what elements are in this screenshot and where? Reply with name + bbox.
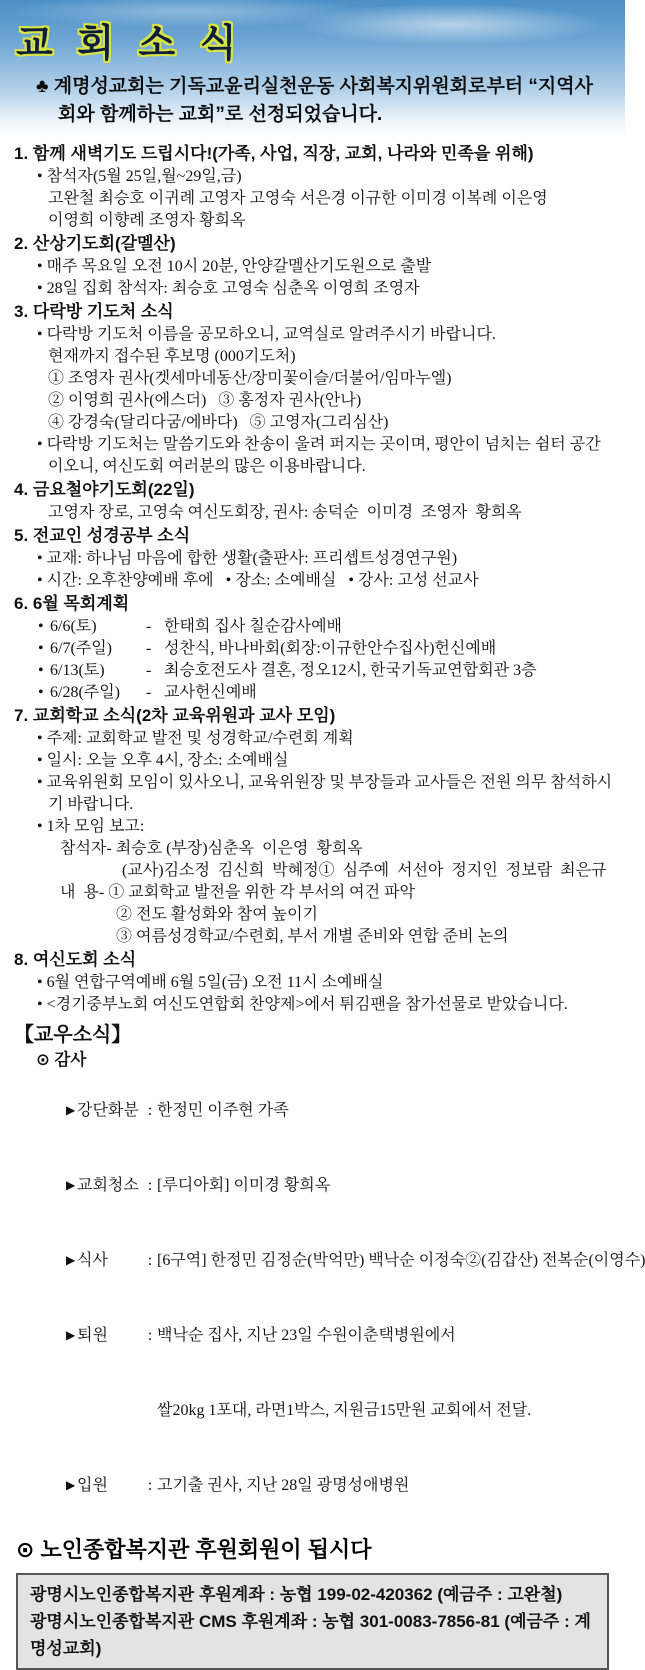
- schedule-desc: 최승호전도사 결혼, 정오12시, 한국기독교연합회관 3층: [164, 662, 537, 679]
- section-dawn-prayer: [14, 142, 613, 232]
- dash-separator: -: [146, 684, 152, 701]
- news-line: • 시간: 오후찬양예배 후에 • 장소: 소예배실 • 강사: 고성 선교사: [37, 572, 479, 589]
- schedule-row: [14, 660, 613, 682]
- member-news: [14, 1022, 645, 1523]
- schedule-desc: 교사헌신예배: [164, 684, 257, 701]
- item-label: 입원: [77, 1477, 108, 1494]
- section-title: 3. 다락방 기도처 소식: [14, 302, 174, 321]
- news-line: ③ 여름성경학교/수련회, 부서 개별 준비와 연합 준비 논의: [116, 928, 509, 945]
- news-line: 고영자 장로, 고영숙 여신도회장, 권사: 송덕순 이미경 조영자 황희옥: [48, 504, 522, 521]
- page-title: 교 회 소 식: [16, 23, 244, 65]
- news-line: ② 전도 활성화와 참여 높이기: [116, 906, 319, 923]
- section-title: 6. 6월 목회계획: [14, 594, 130, 613]
- item-value: 고기출 권사, 지난 28일 광명성애병원: [157, 1477, 410, 1494]
- dash-separator: -: [146, 618, 152, 635]
- schedule-row: [14, 616, 613, 638]
- member-news-item: [14, 1298, 613, 1373]
- news-line: • 28일 집회 참석자: 최승호 고영숙 심춘옥 이영희 조영자: [37, 280, 420, 297]
- section-mountain-prayer: [14, 232, 613, 300]
- member-news-heading: 【교우소식】: [14, 1024, 132, 1046]
- item-value: 한정민 이주현 가족: [157, 1102, 289, 1119]
- arrow-icon: ▶: [66, 1328, 76, 1342]
- schedule-desc: 성찬식, 바나바회(회장:이규한안수집사)헌신예배: [164, 640, 497, 657]
- dash-separator: -: [146, 640, 152, 657]
- thanks-subheading: ⊙ 감사: [36, 1051, 87, 1069]
- schedule-row: [14, 638, 613, 660]
- section-title: 8. 여신도회 소식: [14, 950, 137, 969]
- section-title: 7. 교회학교 소식(2차 교육위원과 교사 모임): [14, 706, 336, 725]
- news-line: ④ 강경숙(달리다굼/에바다) ⑤ 고영자(그리심산): [48, 414, 389, 431]
- item-value: 쌀20kg 1포대, 라면1박스, 지원금15만원 교회에서 전달.: [157, 1402, 532, 1419]
- news-line: • 참석자(5월 25일,월~29일,금): [37, 168, 242, 185]
- news-line: 참석자- 최승호 (부장)심춘옥 이은영 황희옥: [60, 840, 363, 857]
- news-line: • 주제: 교회학교 발전 및 성경학교/수련회 계획: [37, 730, 354, 747]
- colon-separator: :: [147, 1252, 153, 1269]
- item-label: 퇴원: [77, 1327, 108, 1344]
- bullet-icon: •: [38, 640, 44, 657]
- news-line: • 다락방 기도처 이름을 공모하오니, 교역실로 알려주시기 바랍니다.: [37, 326, 496, 343]
- section-title: 2. 산상기도회(갈멜산): [14, 234, 176, 253]
- member-news-item: [14, 1073, 613, 1148]
- news-line: • 일시: 오늘 오후 4시, 장소: 소예배실: [37, 752, 289, 769]
- item-label: 강단화분: [77, 1102, 139, 1119]
- news-line: 현재까지 접수된 후보명 (000기도처): [48, 348, 296, 365]
- item-value: [루디아회] 이미경 황희옥: [157, 1177, 331, 1194]
- cms-account-line: 광명시노인종합복지관 CMS 후원계좌 : 농협 301-0083-7856-81 (예금주 : 계명성교회): [30, 1612, 591, 1658]
- item-label: 교회청소: [77, 1177, 139, 1194]
- news-line: 내 용- ① 교회학교 발전을 위한 각 부서의 여건 파악: [60, 884, 415, 901]
- section-bible-study: [14, 524, 613, 592]
- news-line: • 다락방 기도처는 말씀기도와 찬송이 울려 퍼지는 곳이며, 평안이 넘치는 쉼터 공간이오니, 여신도회 여러분의 많은 이용바랍니다.: [37, 436, 601, 475]
- arrow-icon: ▶: [66, 1178, 76, 1192]
- support-footer: [0, 1535, 625, 1670]
- member-news-item: [14, 1223, 645, 1298]
- schedule-date: 6/6(토): [50, 618, 97, 635]
- news-line: • 교육위원회 모임이 있사오니, 교육위원장 및 부장들과 교사들은 전원 의무 참석하시기 바랍니다.: [37, 774, 613, 813]
- news-line: • 교재: 하나님 마음에 합한 생활(출판사: 프리셉트성경연구원): [37, 550, 458, 567]
- arrow-icon: ▶: [66, 1253, 76, 1267]
- schedule-date: 6/13(토): [50, 662, 105, 679]
- donation-account-box: [16, 1573, 609, 1670]
- section-friday-vigil: [14, 478, 613, 524]
- news-line: ① 조영자 권사(겟세마네동산/장미꽃이슬/더불어/임마누엘): [48, 370, 452, 387]
- news-line: 고완철 최승호 이귀례 고영자 고영숙 서은경 이규한 이미경 이복례 이은영: [48, 190, 548, 207]
- item-label: 식사: [77, 1252, 108, 1269]
- news-line: • 매주 목요일 오전 10시 20분, 안양갈멜산기도원으로 출발: [37, 258, 432, 275]
- arrow-icon: ▶: [66, 1103, 76, 1117]
- section-title: 4. 금요철야기도회(22일): [14, 480, 195, 499]
- section-upper-room: [14, 300, 613, 478]
- support-heading: ⊙ 노인종합복지관 후원회원이 됩시다: [16, 1537, 372, 1562]
- donation-account-line: 광명시노인종합복지관 후원계좌 : 농협 199-02-420362 (예금주 : 고완철): [30, 1585, 563, 1604]
- colon-separator: :: [147, 1477, 153, 1494]
- member-news-item-continued: [14, 1373, 613, 1448]
- bullet-icon: •: [38, 618, 44, 635]
- colon-separator: :: [147, 1177, 153, 1194]
- section-june-plan: [14, 592, 613, 704]
- news-line: • <경기중부노회 여신도연합회 찬양제>에서 튀김팬을 참가선물로 받았습니다.: [37, 996, 568, 1013]
- schedule-desc: 한태희 집사 칠순감사예배: [164, 618, 343, 635]
- news-line: • 6월 연합구역예배 6월 5일(금) 오전 11시 소예배실: [37, 974, 384, 991]
- colon-separator: :: [147, 1327, 153, 1344]
- sky-banner: [0, 0, 625, 136]
- arrow-icon: ▶: [66, 1478, 76, 1492]
- schedule-row: [14, 682, 613, 704]
- item-value: 백낙순 집사, 지난 23일 수원이춘택병원에서: [157, 1327, 456, 1344]
- bullet-icon: •: [38, 662, 44, 679]
- news-line: 이영희 이향례 조영자 황희옥: [48, 212, 246, 229]
- header-announcement: ♣ 계명성교회는 기독교윤리실천운동 사회복지위원회로부터 “지역사회와 함께하는 교회”로 선정되었습니다.: [36, 76, 593, 125]
- dash-separator: -: [146, 662, 152, 679]
- news-line: • 1차 모임 보고:: [37, 818, 145, 835]
- colon-separator: :: [147, 1102, 153, 1119]
- section-church-school: [14, 704, 613, 948]
- schedule-date: 6/28(주일): [50, 684, 121, 701]
- section-title: 5. 전교인 성경공부 소식: [14, 526, 191, 545]
- news-body: [0, 136, 645, 1523]
- news-line: ② 이영희 권사(에스더) ③ 홍정자 권사(안나): [48, 392, 362, 409]
- section-women-society: [14, 948, 613, 1016]
- member-news-item: [14, 1148, 613, 1223]
- member-news-item: [14, 1448, 613, 1523]
- section-title: 1. 함께 새벽기도 드립시다!(가족, 사업, 직장, 교회, 나라와 민족을 위해): [14, 144, 534, 163]
- news-line: (교사)김소정 김신희 박혜정① 심주예 서선아 정지인 정보람 최은규: [122, 862, 607, 879]
- item-value: [6구역] 한정민 김정순(박억만) 백낙순 이정숙②(김갑산) 전복순(이영수): [157, 1252, 645, 1269]
- bullet-icon: •: [38, 684, 44, 701]
- schedule-date: 6/7(주일): [50, 640, 113, 657]
